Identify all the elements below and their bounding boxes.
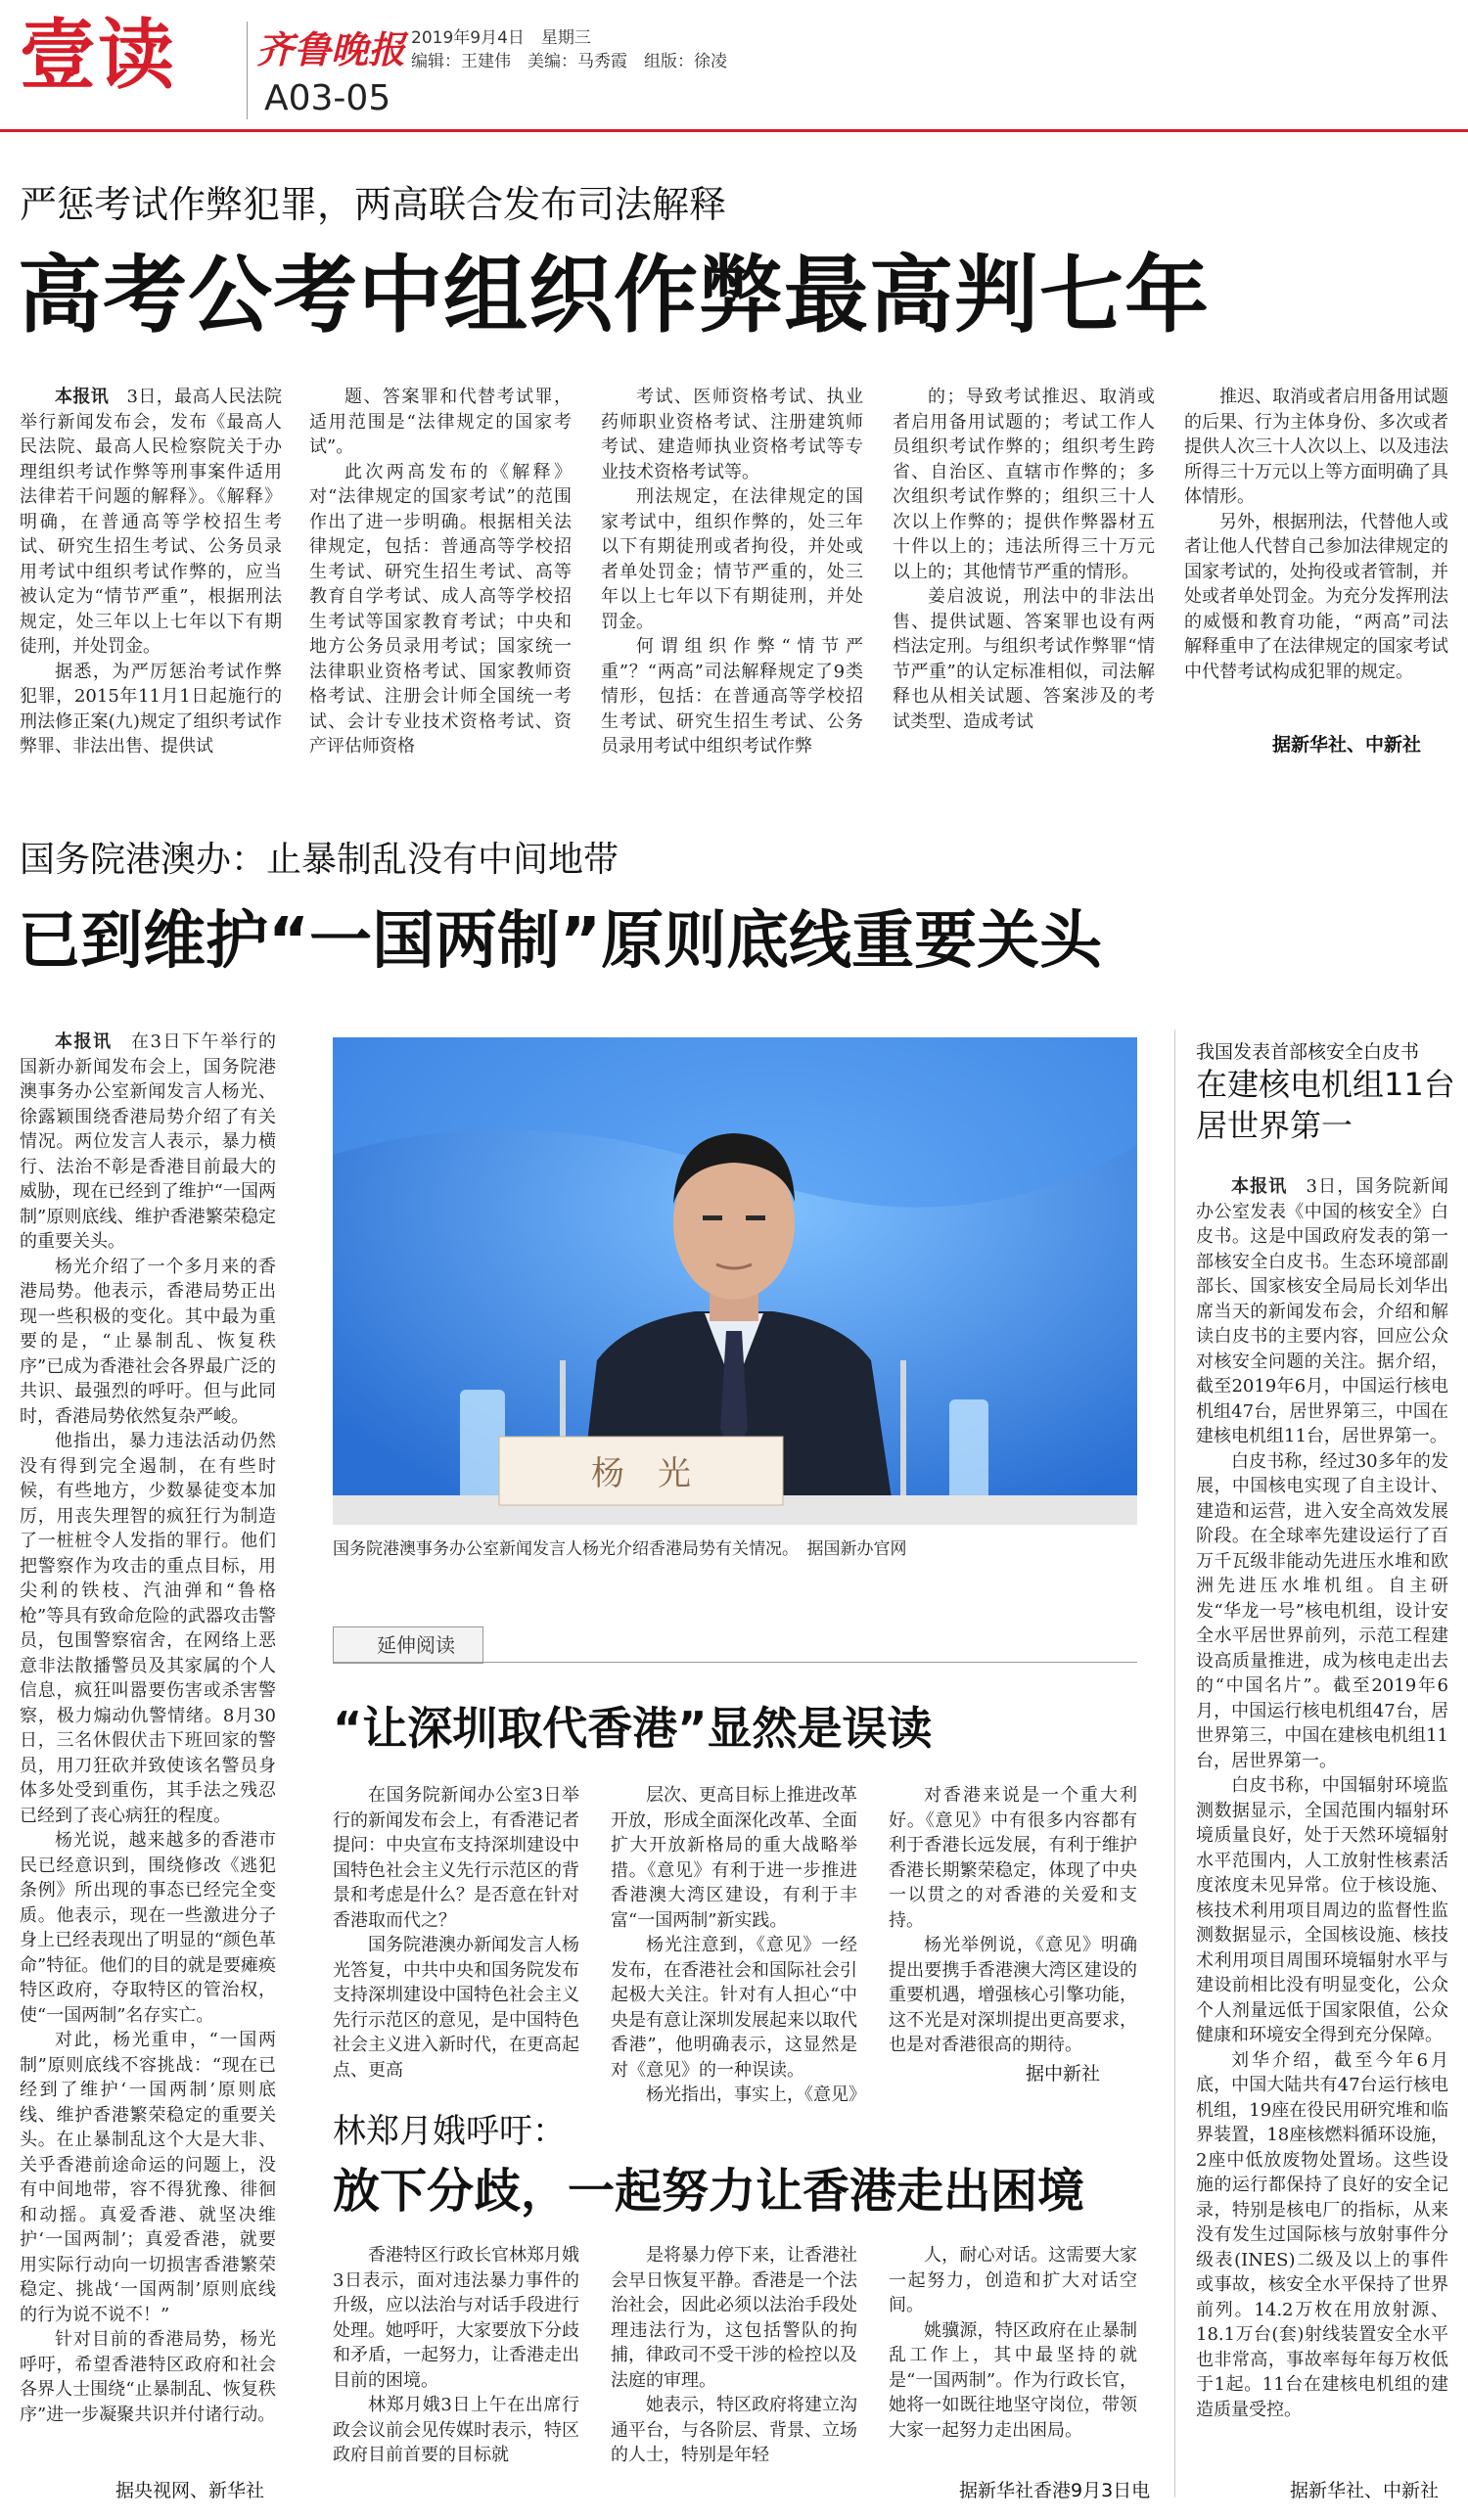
story2-credit: 据央视网、新华社: [115, 2480, 265, 2501]
story1-column-4: [893, 385, 1155, 747]
sidebar-divider: [1174, 1030, 1175, 2497]
section-brand: 壹读: [20, 12, 177, 100]
extended-column-3: [889, 1783, 1137, 2055]
paragraph: 本报讯 3日，最高人民法院举行新闻发布会，发布《最高人民法院、最高人民检察院关于办理组织考试作弊等刑事案件适用法律若干问题的解释》。《解释》明确，在普通高等学校招生考试、研究生招生考试、公务员录用考试中组织考试作弊的，应当被认定为“情节严重”，根据刑法规定，处三年以上七年以下有期徒刑，并处罚金。: [20, 387, 283, 657]
paragraph: 杨光注意到，《意见》一经发布，在香港社会和国际社会引起极大关注。针对有人担心“中央是有意让深圳发展起来以取代香港”，他明确表示，这显然是对《意见》的一种误读。: [611, 1935, 857, 2081]
story1-column-3: [601, 385, 863, 756]
news-photo: [333, 1037, 1137, 1525]
extended-rule: [333, 1662, 1137, 1663]
story2-kicker: 国务院港澳办：止暴制乱没有中间地带: [20, 840, 619, 880]
paragraph: 据悉，为严厉惩治考试作弊犯罪，2015年11月1日起施行的刑法修正案(九)规定了组织考试作弊罪、非法出售、提供试: [20, 661, 282, 756]
story1-column-1: [20, 385, 283, 756]
sidebar-body: [1196, 1174, 1448, 2468]
story3-column-3: [889, 2243, 1137, 2460]
extended-reading-tab: 延伸阅读: [333, 1627, 483, 1664]
sidebar-headline-line2: 居世界第一: [1196, 1107, 1353, 1144]
paragraph: 杨光说，越来越多的香港市民已经意识到，围绕修改《逃犯条例》所出现的事态已经完全变质。他表示，现在一些激进分子身上已经表现出了明显的“颜色革命”特征。他们的目的就是要瘫痪特区政府，夺取特区的管治权，使“一国两制”名存实亡。: [20, 1830, 276, 2026]
dateline-lead: 本报讯: [1231, 1176, 1288, 1197]
story1-credit: 据新华社、中新社: [1272, 734, 1422, 756]
paragraph: 针对目前的香港局势，杨光呼吁，希望香港特区政府和社会各界人士围绕“止暴制乱、恢复秩序”进一步凝聚共识并付诸行动。: [20, 2329, 276, 2425]
paragraph: 是将暴力停下来，让香港社会早日恢复平静。香港是一个法治社会，因此必须以法治手段处理违法行为，这包括警队的拘捕，律政司不受干涉的检控以及法庭的审理。: [611, 2245, 857, 2391]
story3-kicker: 林郑月娥呼吁：: [333, 2112, 566, 2151]
paragraph: 刑法规定，在法律规定的国家考试中，组织作弊的，处三年以下有期徒刑或者拘役，并处或者单处罚金；情节严重的，处三年以上七年以下有期徒刑，并处罚金。: [601, 486, 863, 632]
editorial-staff: 编辑：王建伟 美编：马秀霞 组版：徐凌: [411, 52, 727, 71]
paragraph: 推迟、取消或者启用备用试题的后果、行为主体身份、多次或者提供人次三十人次以上、以及违法所得三十万元以上等方面明确了具体情形。: [1184, 387, 1448, 507]
extended-credit: 据中新社: [1026, 2063, 1101, 2085]
story1-kicker: 严惩考试作弊犯罪，两高联合发布司法解释: [20, 183, 727, 226]
paragraph: 对香港来说是一个重大利好。《意见》中有很多内容都有利于香港长远发展，有利于维护香港长期繁荣稳定，体现了中央一以贯之的对香港的关爱和支持。: [889, 1785, 1137, 1931]
dateline-lead: 本报讯: [55, 387, 110, 407]
paragraph: 他指出，暴力违法活动仍然没有得到完全遏制，在有些时候，有些地方，少数暴徒变本加厉，用丧失理智的疯狂行为制造了一桩桩令人发指的罪行。他们把警察作为攻击的重点目标，用尖利的铁枝、汽油弹和“鲁格枪”等具有致命危险的武器攻击警员，包围警察宿舍，在网络上恶意非法散播警员及其家属的个人信息，疯狂叫嚣要伤害或杀害警察，极力煽动仇警情绪。8月30日，三名休假伏击下班回家的警员，用刀狂砍并致使该名警员身体多处受到重伤，其手法之残忍已经到了丧心病狂的程度。: [20, 1431, 276, 1826]
paragraph: 她表示，特区政府将建立沟通平台，与各阶层、背景、立场的人士，特别是年轻: [611, 2395, 857, 2465]
paragraph: 白皮书称，经过30多年的发展，中国核电实现了自主设计、建造和运营，进入安全高效发展阶段。在全球率先建设运行了百万千瓦级非能动先进压水堆和欧洲先进压水堆机组。自主研发“华龙一号”核电机组，设计安全水平居世界前列，示范工程建设高质量推进，成为核电走出去的“中国名片”。截至2019年6月，中国运行核电机组47台，居世界第三，中国在建核电机组11台，居世界第一。: [1196, 1450, 1448, 1771]
paragraph: 国务院港澳办新闻发言人杨光答复，中共中央和国务院发布支持深圳建设中国特色社会主义先行示范区的意见，是中国特色社会主义进入新时代，在更高起点、更高: [333, 1935, 579, 2081]
paragraph: 本报讯 在3日下午举行的国新办新闻发布会上，国务院港澳事务办公室新闻发言人杨光、徐露颖围绕香港局势介绍了有关情况。两位发言人表示，暴力横行、法治不彰是香港目前最大的威胁，现在已经到了维护“一国两制”原则底线、维护香港繁荣稳定的重要关头。: [20, 1031, 277, 1252]
paragraph: 白皮书称，中国辐射环境监测数据显示，全国范围内辐射环境质量良好，处于天然环境辐射水平范围内，人工放射性核素活度浓度未见异常。位于核设施、核技术利用项目周边的监督性监测数据显示，全国核设施、核技术利用项目周围环境辐射水平与建设前相比没有明显变化，公众个人剂量远低于国家限值，公众健康和环境安全得到充分保障。: [1196, 1775, 1448, 2045]
paragraph: 本报讯 3日，国务院新闻办公室发表《中国的核安全》白皮书。这是中国政府发表的第一部核安全白皮书。生态环境部副部长、国家核安全局局长刘华出席当天的新闻发布会，介绍和解读白皮书的主要内容，回应公众对核安全问题的关注。据介绍，截至2019年6月，中国运行核电机组47台，居世界第三，中国在建核电机组11台，居世界第一。: [1196, 1176, 1448, 1446]
story2-column-left: [20, 1030, 276, 2468]
paragraph: 杨光介绍了一个多月来的香港局势。他表示，香港局势正出现一些积极的变化。其中最为重要的是，“止暴制乱、恢复秩序”已成为香港社会各界最广泛的共识、最强烈的呼吁。但与此同时，香港局势依然复杂严峻。: [20, 1256, 276, 1427]
newspaper-logo: 齐鲁晚报: [256, 27, 406, 71]
paragraph: 人，耐心对话。这需要大家一起努力，创造和扩大对话空间。: [889, 2245, 1137, 2315]
issue-date: 2019年9月4日 星期三: [411, 28, 591, 48]
masthead-rule: [0, 129, 1468, 132]
paragraph: 杨光指出，事实上，《意见》: [646, 2085, 866, 2105]
story3-headline: 放下分歧，一起努力让香港走出困境: [333, 2164, 1085, 2219]
extended-column-2: [611, 1783, 866, 2105]
paragraph: 的；导致考试推迟、取消或者启用备用试题的；考试工作人员组织考试作弊的；组织考生跨省、自治区、直辖市作弊的；多次组织考试作弊的；组织三十人次以上作弊的；提供作弊器材五十件以上的；违法所得三十万元以上的；其他情节严重的情形。: [893, 387, 1155, 582]
paragraph: 此次两高发布的《解释》对“法律规定的国家考试”的范围作出了进一步明确。根据相关法律规定，包括：普通高等学校招生考试、研究生招生考试、高等教育自学考试、成人高等学校招生考试等国家教育考试；中央和地方公务员录用考试；国家统一法律职业资格考试、国家教师资格考试、注册会计师全国统一考试、会计专业技术资格考试、资产评估师资格: [309, 461, 572, 756]
paragraph: 另外，根据刑法，代替他人或者让他人代替自己参加法律规定的国家考试的，处拘役或者管制，并处或者单处罚金。为充分发挥刑法的威慑和教育功能，“两高”司法解释重申了在法律规定的国家考试中代替考试构成犯罪的规定。: [1184, 511, 1448, 682]
extended-column-1: [333, 1783, 579, 2083]
story3-credit: 据新华社香港9月3日电: [959, 2480, 1151, 2501]
paragraph: 对此，杨光重申，“一国两制”原则底线不容挑战：“现在已经到了维护‘一国两制’原则底线、维护香港繁荣稳定的重要关头。在止暴制乱这个大是大非、关乎香港前途命运的问题上，没有中间地带，容不得犹豫、徘徊和动摇。真爱香港、就坚决维护‘一国两制’；真爱香港，就要用实际行动向一切损害香港繁荣稳定、挑战‘一国两制’原则底线的行为说不说不！”: [20, 2030, 276, 2325]
paragraph: 在国务院新闻办公室3日举行的新闻发布会上，有香港记者提问：中央宣布支持深圳建设中国特色社会主义先行示范区的背景和考虑是什么？是否意在针对香港取而代之？: [333, 1785, 579, 1931]
dateline-lead: 本报讯: [55, 1031, 113, 1052]
paragraph: 姜启波说，刑法中的非法出售、提供试题、答案罪也设有两档法定刑。与组织考试作弊罪“情节严重”的认定标准相似，司法解释也从相关试题、答案涉及的考试类型、造成考试: [893, 586, 1155, 732]
paragraph: 杨光举例说，《意见》明确提出要携手香港澳大湾区建设的重要机遇，增强核心引擎功能，这不光是对深圳提出更高要求，也是对香港很高的期待。: [889, 1935, 1137, 2055]
paragraph: 题、答案罪和代替考试罪，适用范围是“法律规定的国家考试”。: [309, 387, 572, 457]
story1-column-5: [1184, 385, 1448, 723]
paragraph: 刘华介绍，截至今年6月底，中国大陆共有47台运行核电机组，19座在役民用研究堆和临界装置，18座核燃料循环设施，2座中低放废物处置场。这些设施的运行都保持了良好的安全记录，特别是核电厂的指标，从来没有发生过国际核与放射事件分级表(INES)二级及以上的事件或事故，核安全水平保持了世界前列。14.2万枚在用放射源、18.1万台(套)射线装置安全水平也非常高，事故率每年每万枚低于1起。11台在建核电机组的建造质量受控。: [1196, 2049, 1448, 2420]
paragraph: 层次、更高目标上推进改革开放，形成全面深化改革、全面扩大开放新格局的重大战略举措。《意见》有利于进一步推进香港澳大湾区建设，有利于丰富“一国两制”新实践。: [611, 1785, 857, 1931]
photo-nameplate: 杨 光: [591, 1454, 691, 1493]
sidebar-credit: 据新华社、中新社: [1290, 2480, 1440, 2501]
extended-headline: “让深圳取代香港”显然是误读: [333, 1702, 933, 1755]
story1-column-2: [309, 385, 572, 756]
paragraph: 林郑月娥3日上午在出席行政会议前会见传媒时表示，特区政府目前首要的目标就: [333, 2395, 579, 2465]
sidebar-kicker: 我国发表首部核安全白皮书: [1196, 1041, 1420, 1063]
sidebar-headline-line1: 在建核电机组11台: [1196, 1066, 1455, 1103]
photo-caption: 国务院港澳事务办公室新闻发言人杨光介绍香港局势有关情况。 据国新办官网: [333, 1539, 907, 1559]
story2-headline: 已到维护“一国两制”原则底线重要关头: [18, 905, 1103, 978]
paragraph: 姚骥源，特区政府在止暴制乱工作上，其中最坚持的就是“一国两制”。作为行政长官，她将一如既往地坚守岗位，带领大家一起努力走出困局。: [889, 2319, 1137, 2441]
story1-headline: 高考公考中组织作弊最高判七年: [18, 247, 1210, 344]
paragraph: 何谓组织作弊“情节严重”？“两高”司法解释规定了9类情形，包括：在普通高等学校招生考试、研究生招生考试、公务员录用考试中组织考试作弊: [601, 636, 863, 756]
page-code: A03-05: [264, 78, 391, 118]
paragraph: 考试、医师资格考试、执业药师职业资格考试、注册建筑师考试、建造师执业资格考试等专业技术资格考试等。: [601, 387, 863, 482]
paragraph: 香港特区行政长官林郑月娥3日表示，面对违法暴力事件的升级，应以法治与对话手段进行处理。她呼吁，大家要放下分歧和矛盾，一起努力，让香港走出目前的困境。: [333, 2245, 579, 2391]
story3-column-1: [333, 2243, 579, 2496]
story3-column-2: [611, 2243, 857, 2496]
masthead-divider: [247, 22, 248, 119]
